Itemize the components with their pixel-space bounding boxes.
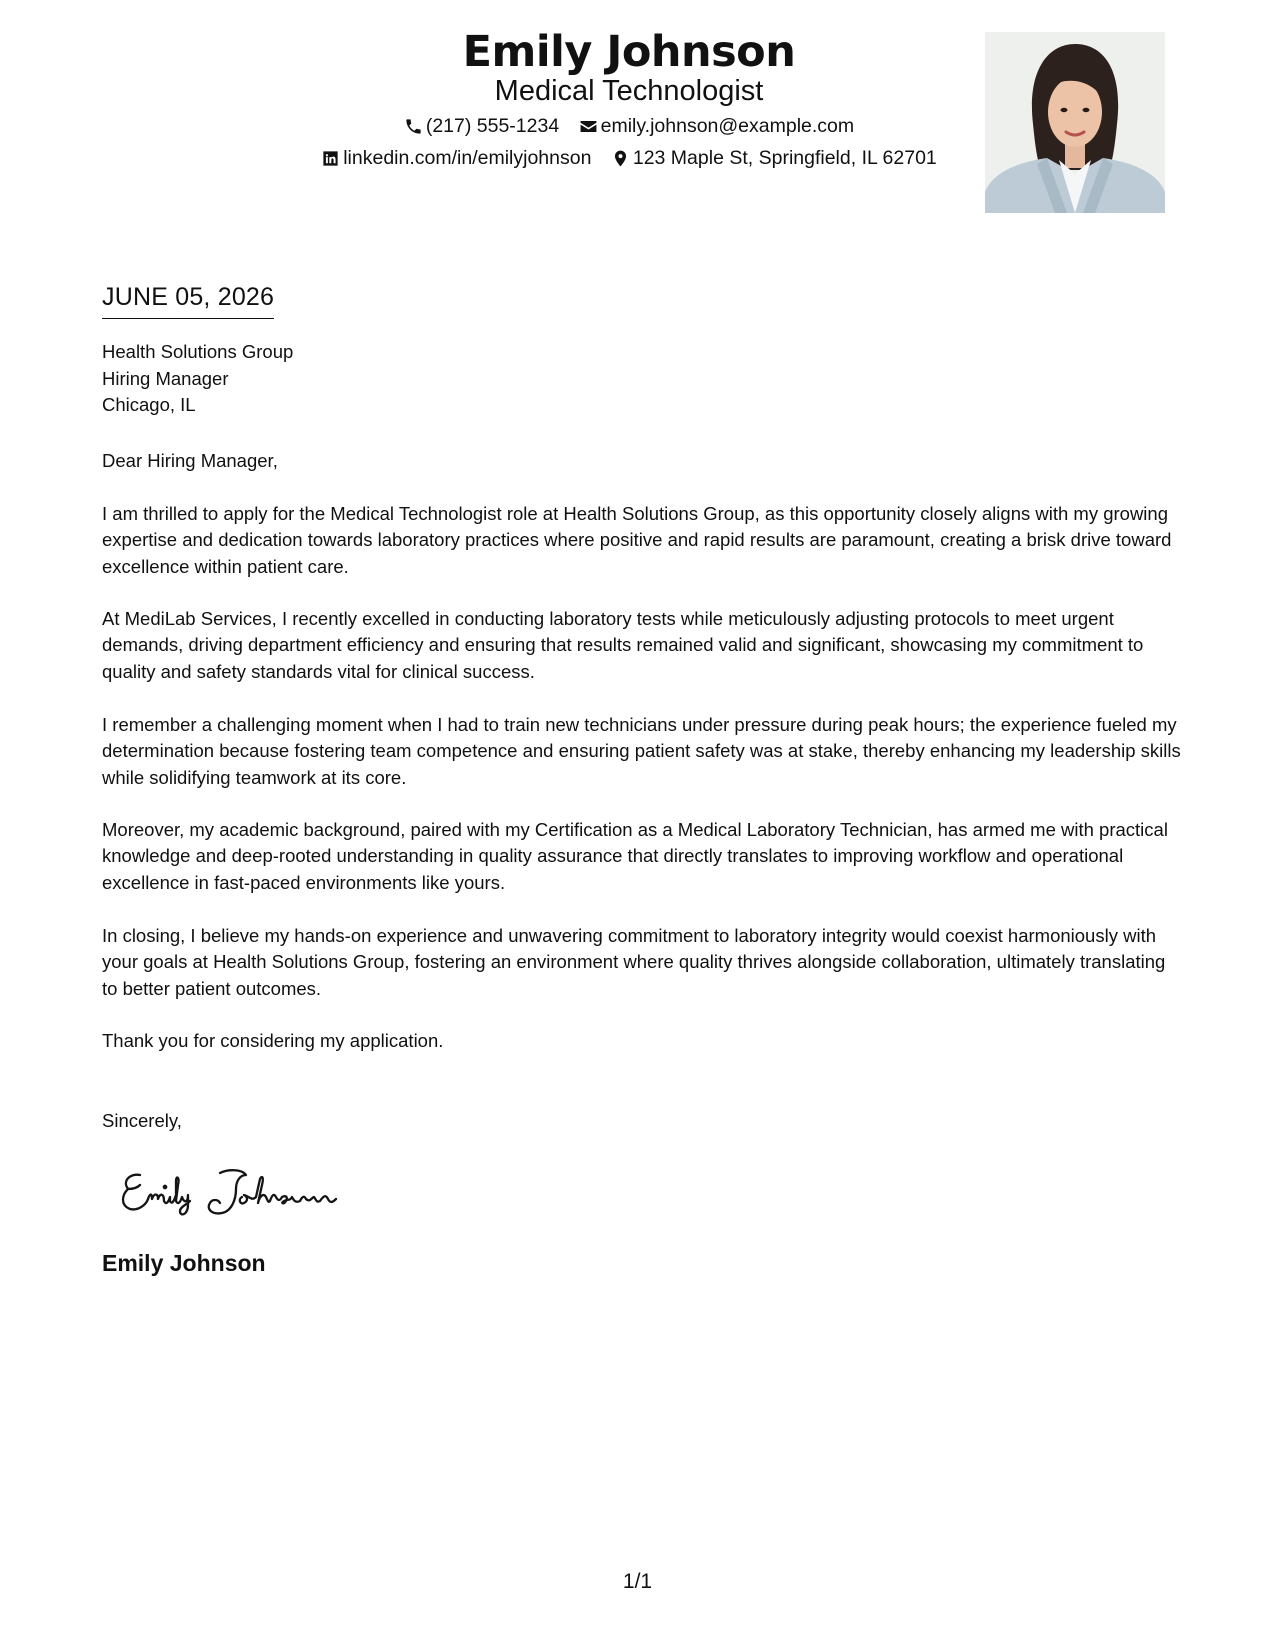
body-paragraph: In closing, I believe my hands-on experience and unwavering commitment to laboratory integrity would coexist harmoniously with your goals at Health Solutions Group, fostering an environment where quality thrives alongside collaboration, ultimately translating to better patient outcomes. <box>102 925 1166 999</box>
recipient-role: Hiring Manager <box>102 367 229 389</box>
contact-phone <box>404 113 559 139</box>
body-paragraph: I remember a challenging moment when I had to train new technicians under pressure during peak hours; the experience fueled my determination because fostering team competence and ensuring patient safety was at stake, thereby enhancing my leadership skills while solidifying teamwork at its core. <box>102 714 1181 788</box>
applicant-name: Emily Johnson <box>462 27 796 77</box>
body-paragraph: I am thrilled to apply for the Medical Technologist role at Health Solutions Group, as this opportunity closely aligns with my growing expertise and dedication towards laboratory practices where positive and rapid results are paramount, creating a brisk drive toward excellence within patient care. <box>102 503 1172 577</box>
closing: Sincerely, <box>102 1110 182 1131</box>
linkedin-icon <box>321 149 340 168</box>
envelope-icon <box>579 117 598 136</box>
recipient-location: Chicago, IL <box>102 394 196 415</box>
job-title: Medical Technologist <box>494 75 764 107</box>
recipient-block <box>102 339 293 419</box>
contact-address <box>611 145 937 171</box>
salutation: Dear Hiring Manager, <box>102 450 278 471</box>
email-address: emily.johnson@example.com <box>600 115 855 137</box>
map-pin-icon <box>611 149 630 168</box>
phone-icon <box>404 117 423 136</box>
handwritten-signature <box>118 1155 358 1225</box>
recipient-company: Health Solutions Group <box>102 341 294 362</box>
linkedin-url: linkedin.com/in/emilyjohnson <box>343 147 592 169</box>
profile-photo <box>985 32 1165 213</box>
body-paragraph: At MediLab Services, I recently excelled in conducting laboratory tests while meticulously adjusting protocols to meet urgent demands, driving department efficiency and ensuring that results remained valid and significant, showcasing my commitment to quality and safety standards vital for clinical success. <box>102 608 1144 682</box>
letter-date: JUNE 05, 2026 <box>102 280 274 319</box>
thanks-line: Thank you for considering my application. <box>102 1030 444 1051</box>
body-paragraph: Moreover, my academic background, paired with my Certification as a Medical Laboratory Technician, has armed me with practical knowledge and deep-rooted understanding in quality assurance that directly translates to improving workflow and operational excellence in fast-paced environments like yours. <box>102 819 1168 893</box>
street-address: 123 Maple St, Springfield, IL 62701 <box>632 147 937 169</box>
contact-linkedin <box>321 145 591 171</box>
contact-email <box>579 113 855 139</box>
page-number: 1/1 <box>622 1570 653 1593</box>
signer-name: Emily Johnson <box>102 1250 266 1276</box>
phone-number: (217) 555-1234 <box>425 115 560 137</box>
